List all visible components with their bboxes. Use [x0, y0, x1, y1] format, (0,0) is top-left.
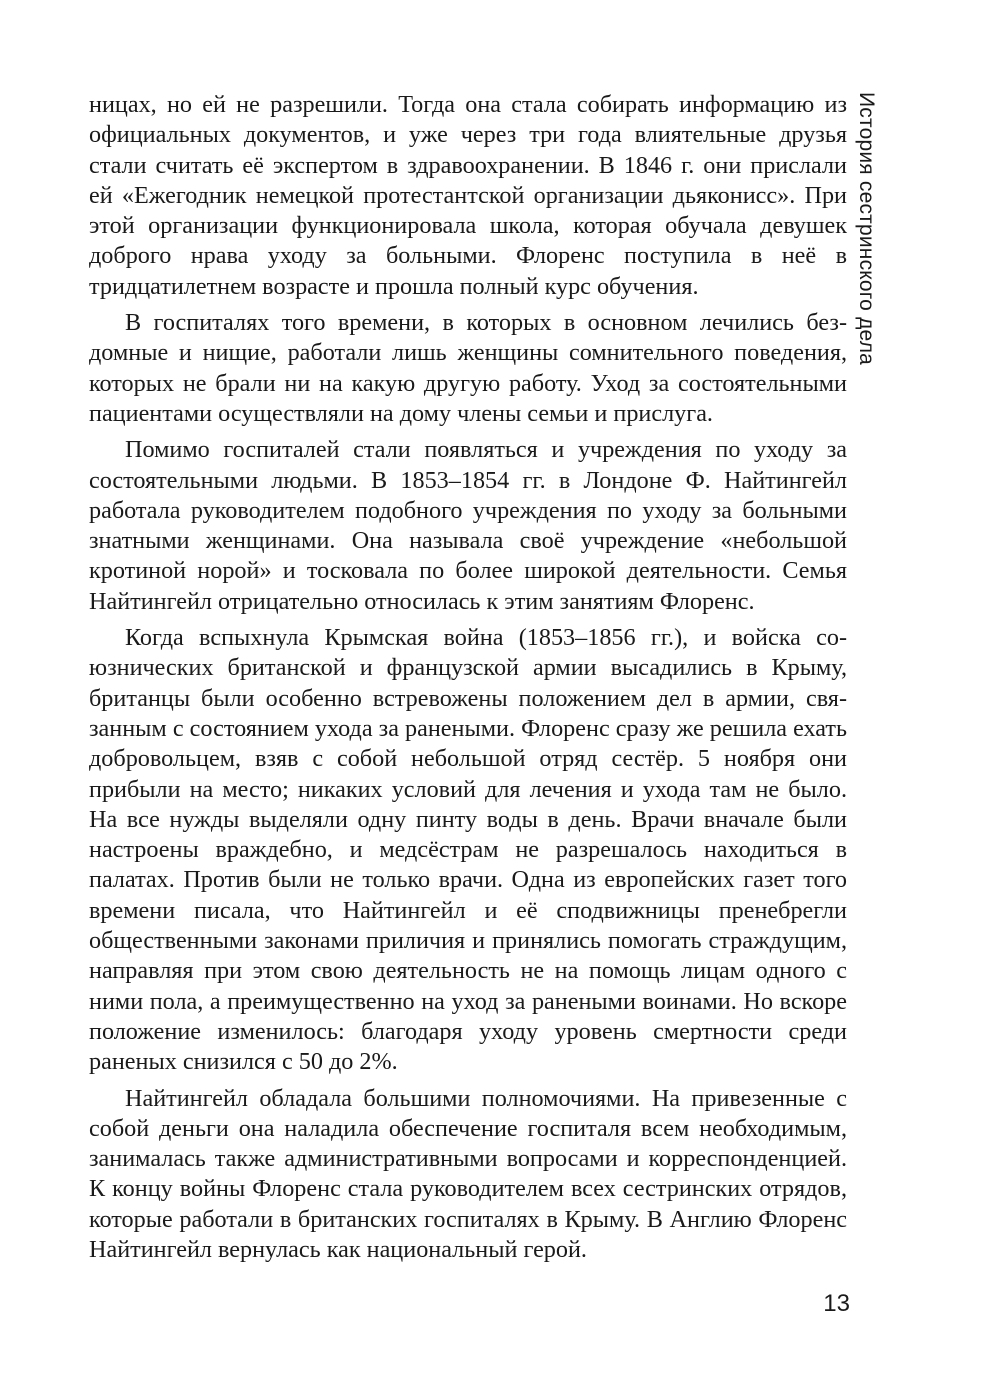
page-number: 13 — [823, 1290, 850, 1317]
paragraph-1: ницах, но ей не разрешили. Тогда она стала собирать информацию из официальных документов, и уже через три года влиятельные друзья стали считать её экспертом в здравоохранении. В 1846 г. они прислали ей «Ежегодник немецкой протестантской организации дьяконисс». При этой организации функционировала школа, которая обучала девушек доброго нрава уходу за больными. Флоренс поступила в неё в тридцатилетнем возрасте и прошла полный курс обучения. — [89, 91, 847, 300]
running-head: История сестринского дела — [855, 92, 878, 366]
body-text — [89, 90, 847, 1271]
paragraph-3: Помимо госпиталей стали появляться и учреждения по уходу за состоятельными людьми. В 1853–1854 гг. в Лондоне Ф. Найтингейл работала руководителем подобного учреждения по уходу за больными знатными женщинами. Она называла своё учреждение «небольшой кротиной норой» и тосковала по более широкой деятельности. Семья Найтингейл отрицательно относилась к этим занятиям Флоренс. — [89, 436, 847, 615]
paragraph-2: В госпиталях того времени, в которых в основном лечились бездомные и нищие, работали лишь женщины сомнительного поведения, которых не брали ни на какую другую работу. Уход за состоятельными пациентами осуществляли на дому члены семьи и прислуга. — [89, 309, 847, 427]
paragraph-4: Когда вспыхнула Крымская война (1853–1856 гг.), и войска союзнических британской и французской армии высадились в Крыму, британцы были особенно встревожены положением дел в армии, связанным с состоянием ухода за ранеными. Флоренс сразу же решила ехать добровольцем, взяв с собой небольшой отряд сестёр. 5 ноября они прибыли на место; никаких условий для лечения и ухода там не было. На все нужды выделяли одну пинту воды в день. Врачи вначале были настроены враждебно, и медсёстрам не разрешалось находиться в палатах. Против были не только врачи. Одна из европейских газет того времени писала, что Найтингейл и её сподвижницы пренебрегли общественными законами приличия и принялись помогать страждущим, направляя при этом свою деятельность не на помощь лицам одного с ними пола, а преимущественно на уход за ранеными воинами. Но вскоре положение изменилось: благодаря уходу уровень смертности среди раненых снизился с 50 до 2%. — [89, 624, 847, 1076]
paragraph-5: Найтингейл обладала большими полномочиями. На привезенные с собой деньги она наладила обеспечение госпиталя всем необходимым, занималась также административными вопросами и корреспонденцией. К концу войны Флоренс стала руководителем всех сестринских отрядов, которые работали в британских госпиталях в Крыму. В Англию Флоренс Найтингейл вернулась как национальный герой. — [89, 1084, 847, 1263]
